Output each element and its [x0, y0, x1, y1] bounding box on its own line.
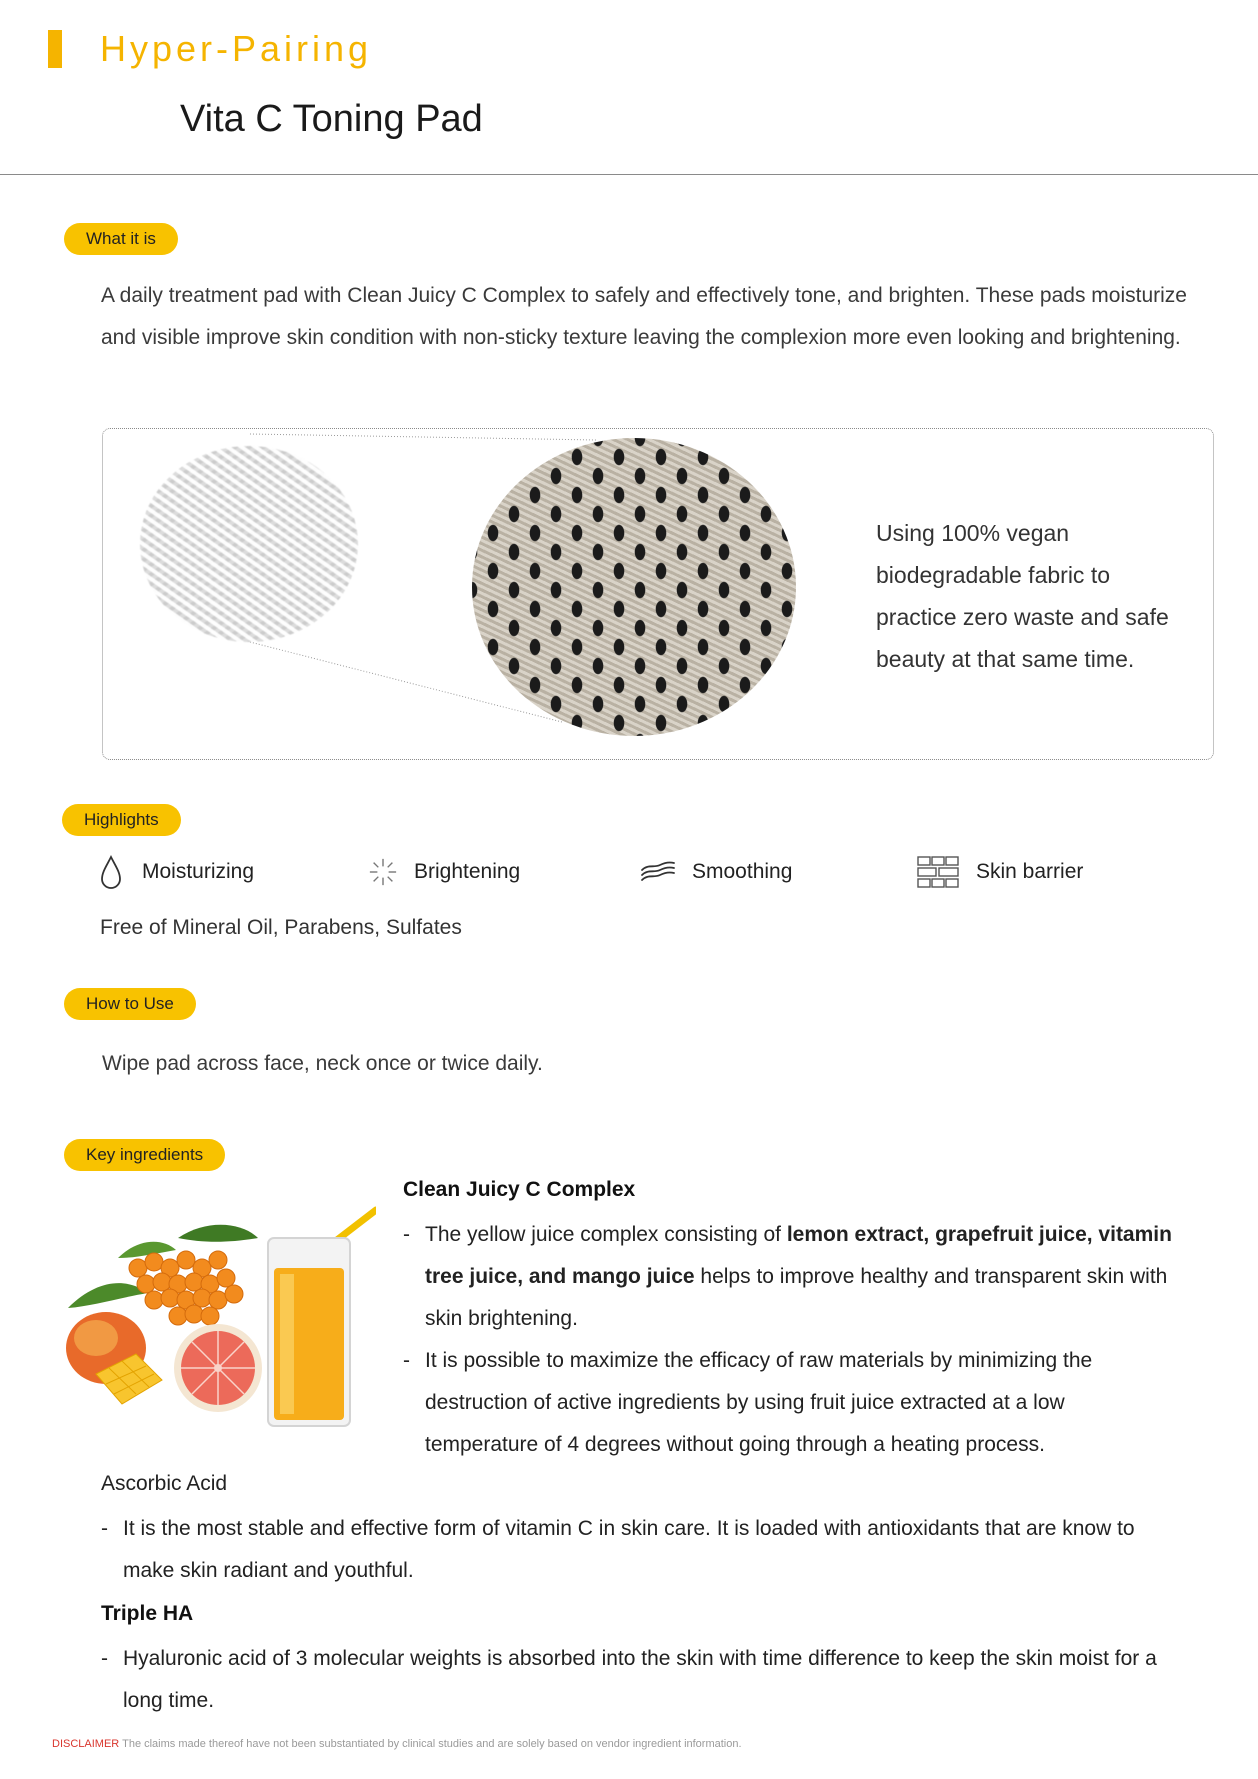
- ingredient-title-triple-ha: Triple HA: [101, 1602, 194, 1625]
- clean-juicy-bullet-2: [403, 1340, 1183, 1466]
- ingredient-title-clean-juicy-c: Clean Juicy C Complex: [403, 1178, 636, 1201]
- highlight-smoothing: [640, 855, 792, 889]
- bullet-dash: -: [101, 1647, 108, 1670]
- disclaimer-text: The claims made thereof have not been substantiated by clinical studies and are solely based on vendor ingredient information.: [119, 1738, 742, 1750]
- disclaimer-lead: DISCLAIMER: [52, 1738, 120, 1750]
- free-of-note: Free of Mineral Oil, Parabens, Sulfates: [100, 916, 462, 939]
- ascorbic-bullet-1: [101, 1508, 1191, 1592]
- section-label-key-ingredients: Key ingredients: [64, 1139, 225, 1171]
- highlight-moisturizing: [96, 855, 254, 889]
- what-it-is-description: A daily treatment pad with Clean Juicy C Complex to safely and effectively tone, and brighten. These pads moisturize and visible improve skin condition with non-sticky texture leaving the complexion more even looking and brightening.: [101, 284, 1187, 349]
- brick-wall-icon: [916, 855, 960, 889]
- fabric-pad-image: [140, 446, 358, 642]
- section-label-how-to-use: How to Use: [64, 988, 196, 1020]
- bullet-dash: -: [403, 1223, 410, 1246]
- highlight-label: Moisturizing: [142, 860, 255, 883]
- bold-ingredient-list: lemon extract, grapefruit juice, vitamin tree juice, and mango juice: [425, 1223, 1172, 1288]
- water-drop-icon: [96, 855, 126, 889]
- section-label-what-it-is: What it is: [64, 223, 178, 255]
- triple-ha-bullet-1: [101, 1638, 1191, 1722]
- fruit-juice-image: [58, 1198, 376, 1428]
- highlight-label: Skin barrier: [976, 860, 1084, 883]
- bullet-text: The yellow juice complex consisting of lemon extract, grapefruit juice, vitamin tree juice, and mango juice helps to improve healthy and transparent skin with skin brightening.: [425, 1223, 1172, 1330]
- highlight-brightening: [368, 855, 520, 889]
- header-divider: [0, 174, 1258, 175]
- highlight-skin-barrier: [916, 855, 1083, 889]
- highlight-label: Smoothing: [692, 860, 793, 883]
- sparkle-icon: [368, 855, 398, 889]
- bullet-text: It is possible to maximize the efficacy of raw materials by minimizing the destruction of active ingredients by using fruit juice extracted at a low temperature of 4 degrees without going through a heating process.: [425, 1349, 1093, 1456]
- bullet-dash: -: [403, 1349, 410, 1372]
- page-title: Vita C Toning Pad: [180, 98, 483, 140]
- bullet-dash: -: [101, 1517, 108, 1540]
- highlight-label: Brightening: [414, 860, 521, 883]
- section-label-highlights: Highlights: [62, 804, 181, 836]
- fabric-closeup-image: [472, 438, 796, 736]
- fabric-description: Using 100% vegan biodegradable fabric to practice zero waste and safe beauty at that same time.: [876, 520, 1169, 672]
- how-to-use-text: Wipe pad across face, neck once or twice daily.: [102, 1052, 543, 1075]
- ingredient-title-ascorbic-acid: Ascorbic Acid: [101, 1472, 228, 1495]
- disclaimer: [52, 1738, 742, 1750]
- clean-juicy-bullet-1: [403, 1214, 1183, 1340]
- brand-accent-bar: [48, 30, 62, 68]
- wave-icon: [640, 855, 676, 889]
- bullet-text: Hyaluronic acid of 3 molecular weights is absorbed into the skin with time difference to keep the skin moist for a long time.: [123, 1647, 1157, 1712]
- bullet-text: It is the most stable and effective form of vitamin C in skin care. It is loaded with antioxidants that are know to make skin radiant and youthful.: [123, 1517, 1135, 1582]
- brand-name: Hyper-Pairing: [100, 28, 373, 69]
